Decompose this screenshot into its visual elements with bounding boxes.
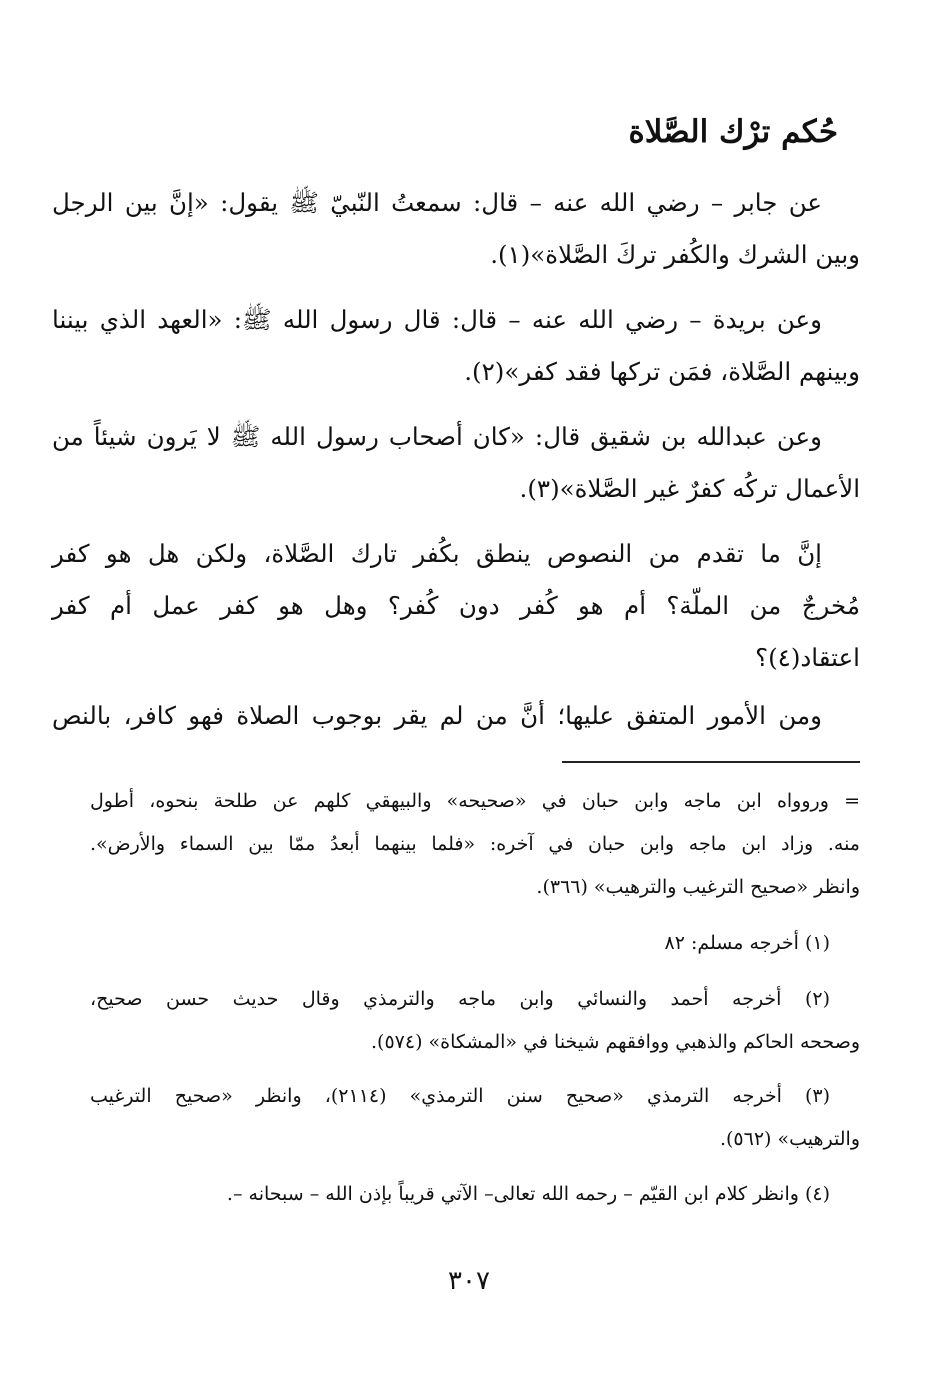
footnote-line: وانظر «صحيح الترغيب والترهيب» (٣٦٦). <box>536 876 860 898</box>
paragraph-line: عن جابر – رضي الله عنه – قال: سمعتُ النّبيّ ﷺ يقول: «إنَّ بين الرجل <box>52 188 822 217</box>
footnote-line: (٤) وانظر كلام ابن القيّم – رحمه الله تعالى– الآتي قريباً بإذن الله – سبحانه –. <box>226 1183 830 1205</box>
page-number: ٣٠٧ <box>448 1266 490 1296</box>
section-title: حُكم ترْك الصَّلاة <box>628 114 838 150</box>
footnote-3 <box>90 1075 860 1161</box>
paragraph-buraida <box>52 294 860 398</box>
footnote-1 <box>90 922 860 965</box>
paragraph-line: اعتقاد(٤)؟ <box>755 643 860 672</box>
footnote-2 <box>90 978 860 1064</box>
paragraph-agreed-matters <box>52 690 860 742</box>
paragraph-jabir <box>52 177 860 281</box>
paragraph-kufr-question <box>52 528 860 684</box>
paragraph-line: إنَّ ما تقدم من النصوص ينطق بكُفر تارك الصَّلاة، ولكن هل هو كفر <box>52 539 822 568</box>
footnote-4 <box>90 1173 860 1216</box>
footnote-separator <box>562 761 860 763</box>
paragraph-line: مُخرجٌ من الملّة؟ أم هو كُفر دون كُفر؟ وهل هو كفر عمل أم كفر <box>52 591 860 620</box>
footnote-line: (١) أخرجه مسلم: ٨٢ <box>664 932 830 954</box>
footnote-line: منه. وزاد ابن ماجه وابن حبان في آخره: «فلما بينهما أبعدُ ممّا بين السماء والأرض». <box>90 833 860 855</box>
footnote-line: (٢) أخرجه أحمد والنسائي وابن ماجه والترمذي وقال حديث حسن صحيح، <box>90 988 830 1010</box>
footnote-line: والترهيب» (٥٦٢). <box>719 1128 860 1150</box>
paragraph-abdullah-shaqiq <box>52 411 860 515</box>
footnote-line: = وروواه ابن ماجه وابن حبان في «صحيحه» والبيهقي كلهم عن طلحة بنحوه، أطول <box>90 790 860 812</box>
paragraph-line: الأعمال تركُه كفرٌ غير الصَّلاة»(٣). <box>519 474 860 503</box>
paragraph-line: وعن بريدة – رضي الله عنه – قال: قال رسول الله ﷺ: «العهد الذي بيننا <box>52 305 822 334</box>
footnote-line: (٣) أخرجه الترمذي «صحيح سنن الترمذي» (٢١١٤)، وانظر «صحيح الترغيب <box>90 1085 830 1107</box>
paragraph-line: وعن عبدالله بن شقيق قال: «كان أصحاب رسول الله ﷺ لا يَرون شيئاً من <box>52 422 822 451</box>
paragraph-line: ومن الأمور المتفق عليها؛ أنَّ من لم يقر بوجوب الصلاة فهو كافر، بالنص <box>52 701 822 730</box>
footnote-line: وصححه الحاكم والذهبي ووافقهم شيخنا في «المشكاة» (٥٧٤). <box>371 1031 860 1053</box>
footnote-continued <box>90 780 860 909</box>
paragraph-line: وبين الشرك والكُفر تركَ الصَّلاة»(١). <box>490 240 860 269</box>
paragraph-line: وبينهم الصَّلاة، فمَن تركها فقد كفر»(٢). <box>464 357 860 386</box>
